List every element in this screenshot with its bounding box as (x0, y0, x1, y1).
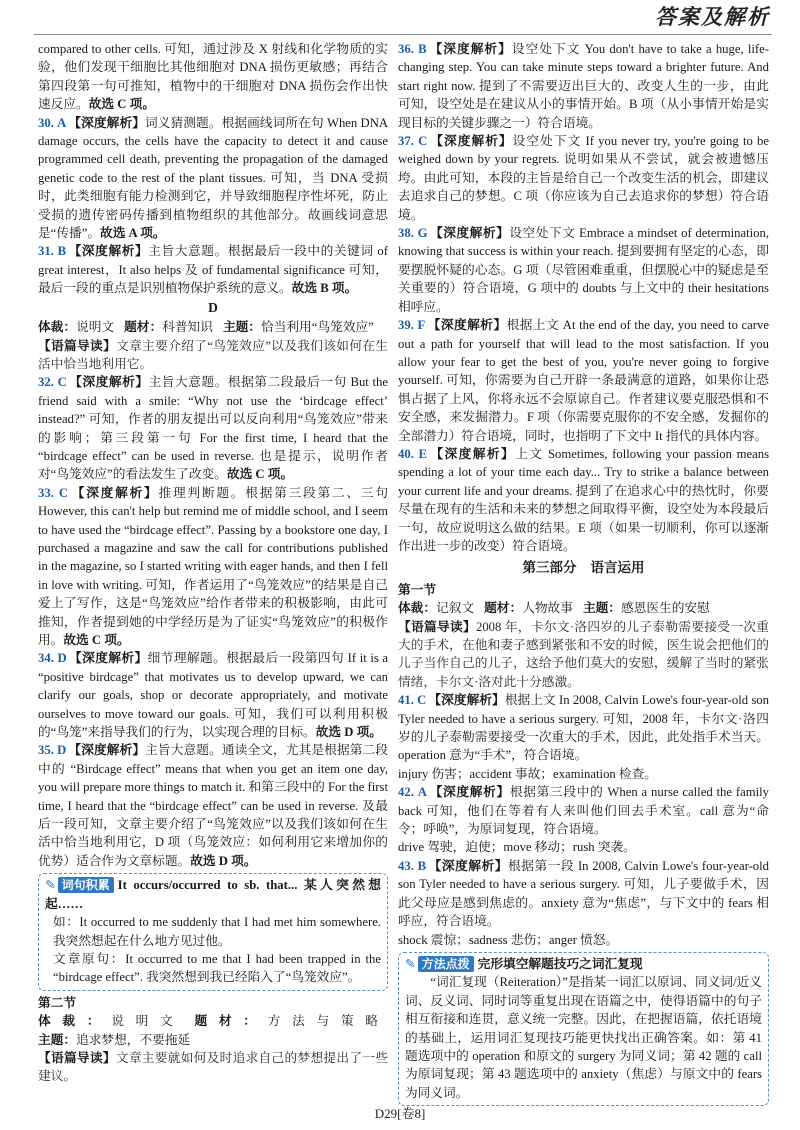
passage-meta (38, 1012, 388, 1049)
right-column (398, 40, 769, 1109)
passage-guide (38, 1049, 388, 1086)
analysis-tag: 【深度解析】 (68, 375, 149, 390)
continued-answer (38, 40, 388, 114)
note-example: 如：It occurred to me suddenly that I had met him somewhere. 我突然想起在什么地方见过他。 (53, 915, 381, 948)
answer-letter: C (57, 375, 67, 390)
theme-label: 主题： (38, 1032, 77, 1047)
method-tip-box (398, 952, 769, 1106)
analysis-text: 上文 Sometimes, following your passion means spending a lot of your time each day... Try to strike a balance between your current life and your dreams. 提到了在追求心中的热忱时，你要尽量在现有的生活和未来的梦想之间取得平衡，设空处为本段最后一句，故应说明这么做的结果。E 项（如果一切顺利，你可以逐渐作出进一步的改变）符合语境。 (398, 446, 770, 553)
genre-value: 说明文 (76, 320, 115, 335)
section-heading: 第二节 (38, 995, 77, 1010)
analysis-tag: 【深度解析】 (68, 244, 149, 259)
genre-label: 体裁： (38, 1014, 112, 1029)
answer-letter: B (57, 244, 67, 259)
answer-letter: C (418, 134, 428, 149)
part-number: 第三部分 (522, 560, 577, 576)
conclusion: 故选 C 项。 (226, 467, 294, 482)
header-divider (34, 34, 772, 35)
answer-letter: D (57, 743, 67, 758)
conclusion: 故选 D 项。 (190, 853, 257, 868)
answer-38 (398, 224, 769, 316)
answer-letter: F (417, 318, 426, 333)
pen-icon: ✎ (45, 877, 56, 893)
question-number: 38. (398, 226, 414, 241)
question-number: 33. (38, 485, 54, 500)
answer-letter: A (417, 785, 427, 800)
answer-37 (398, 132, 769, 224)
vocab-note-header (45, 876, 381, 913)
analysis-tag: 【深度解析】 (68, 115, 145, 130)
analysis-tag: 【深度解析】 (428, 858, 509, 873)
passage-guide (398, 618, 769, 692)
analysis-text: 推理判断题。根据第三段第二、三句 However, this can't help but remind me of middle school, and I seem to have used the “birdcage effect”. Passing by a bookstore one day, I purchased a magazine and saw the call for contributions published in the magazine, so I started writing with eager hands, and then I fell in love with writing. 可知，作者运用了“鸟笼效应”的结果是自己爱上了写作，这是“鸟笼效应”给作者带来的积极影响，由此可推知，作者提到她的中学经历是为了证实“鸟笼效应”的积极作用。 (38, 485, 389, 647)
answer-32 (38, 373, 388, 483)
analysis-text: 词义猜测题。根据画线词所在句 When DNA damage occurs, the cells have the capacity to detect it and cause programmed cell death, preventing the propagation of the damaged genetic code to the rest of the plant tissues. 可知，当 DNA 受损时，此类细胞有能力检测到它，并导致细胞程序性坏死，防止受损的遗传密码传播到植物组织的其他部分。故画线词意思是“传播”。 (38, 115, 389, 241)
page-footer (0, 1106, 800, 1122)
distractor-options: drive 驾驶，迫使；move 移动；rush 突袭。 (398, 840, 636, 855)
method-tip-header (405, 955, 762, 973)
answer-42 (398, 783, 769, 838)
page-header-title: 答案及解析 (655, 5, 770, 29)
topic-value: 人物故事 (522, 601, 573, 616)
topic-label: 题材： (124, 320, 163, 335)
guide-tag: 【语篇导读】 (398, 619, 476, 634)
conclusion: 故选 B 项。 (291, 281, 358, 296)
note-body: “词汇复现（Reiteration）”是指某一词汇以原词、同义词/近义词、反义词、同时词等重复出现在语篇之中，使得语篇中的句子相互衔接和连贯，意义统一完整。因此，在把握语篇，依托语境的基础上，运用词汇复现技巧能更快找出正确答案。如：第 41 题选项中的 operation 和原文的 surgery 为同义词；第 42 题的 call 为原词复现；第 43 题选项中的 anxiety（焦虑）与原文中的 fears 为同义词。 (405, 975, 762, 1100)
answer-31 (38, 242, 388, 297)
theme-value: 感恩医生的安慰 (621, 601, 710, 616)
question-number: 37. (398, 134, 414, 149)
theme-value: 恰当利用“鸟笼效应” (261, 320, 374, 335)
answer-39 (398, 316, 769, 445)
note-label: 方法点拨 (418, 956, 474, 972)
answer-letter: B (418, 42, 427, 56)
analysis-tag: 【深度解析】 (428, 446, 516, 461)
part-name: 语言运用 (590, 560, 645, 576)
analysis-tag: 【深度解析】 (69, 485, 159, 500)
answer-34 (38, 649, 388, 741)
analysis-text: 细节理解题。根据最后一段第四句 If it is a “positive birdcage” that motivates us to develop upward, we can clarify our goals, shop or decorate appropriately, and motivate ourselves to move toward our goals. 可知，我们可以利用积极的“鸟笼”来指导我们的行为，以实现合理的目标。 (38, 651, 389, 740)
analysis-text: 主旨大意题。通读全文，尤其是根据第二段中的 “Birdcage effect” means that when you get an item one day, you will prepare more things to match it. 和第三段中的 For the first time, I heard that the “birdcage effect” can be used in reverse. 及最后一段可知，文章主要介绍了“鸟笼效应”以及我们该如何在生活中恰当地利用它，D 项（鸟笼效应：如何利用它来增加你的优势）适合作为文章标题。 (38, 743, 389, 868)
part-title (398, 559, 769, 577)
passage-heading: D (208, 299, 218, 315)
answer-letter: D (57, 651, 67, 666)
volume-label: [卷8] (397, 1106, 426, 1121)
note-title: 完形填空解题技巧之词汇复现 (477, 956, 643, 971)
guide-text: 2008 年，卡尔文·洛四岁的儿子泰勒需要接受一次重大的手术，在他和妻子感到紧张和不安的时候，医生说会把他们的儿子当作自己的儿子，这给予他们莫大的安慰，缓解了当时的紧张情绪，卡尔文·洛对此十分感激。 (398, 619, 769, 689)
left-column (38, 40, 388, 1086)
passage-meta (398, 599, 769, 617)
analysis-text: 根据上文 At the end of the day, you need to carve out a path for yourself that will lead to the most satisfaction. If you allow your fear to get the best of you, you're never going to forgive yourself. 可知，你需要为自己开辟一条最满意的道路，如果你让恐惧占据了上风，你将永远不会原谅自己。作者建议要克服恐惧和不安全感，来发掘潜力。F 项（你需要克服你的不安全感，发掘你的全部潜力）符合语境，同时，也指明了下文中 It 指代的具体内容。 (398, 318, 770, 443)
distractor-options: shock 震惊；sadness 悲伤；anger 愤怒。 (398, 932, 619, 947)
passage-guide (38, 337, 388, 374)
distractor-options: injury 伤害；accident 事故；examination 检查。 (398, 766, 657, 781)
conclusion: 故选 A 项。 (100, 226, 166, 241)
note-label: 词句积累 (58, 877, 114, 893)
analysis-text: 设空处下文 Embrace a mindset of determination, knowing that success is within your reach. 提到要拥有坚定的心态，即要摆脱怀疑的心态。G 项（尽管困难重重，但摆脱心中的疑虑是至关重要的）符合语境，G 项中的 doubts 与上文中的 their hesitations 相呼应。 (398, 226, 770, 314)
question-number: 39. (398, 318, 414, 333)
answer-40 (398, 445, 769, 555)
conclusion: 故选 D 项。 (315, 725, 382, 740)
conclusion: 故选 C 项。 (63, 633, 130, 647)
analysis-text: 主旨大意题。根据第二段最后一句 But the friend said with a smile: “Why not use the ‘birdcage effect’ instead?” 可知，作者的朋友提出可以反向利用“鸟笼效应”带来的影响；第三段第一句 For the first time, I heard that the “birdcage effect” can be used in reverse. 也是提示，说明作者对“鸟笼效应”的看法发生了改变。 (38, 375, 389, 482)
answer-30 (38, 114, 388, 243)
question-number: 30. (38, 115, 54, 130)
topic-label: 题材： (484, 601, 523, 616)
question-number: 31. (38, 244, 54, 259)
analysis-tag: 【深度解析】 (428, 693, 505, 708)
answer-letter: E (418, 446, 427, 461)
theme-label: 主题： (222, 320, 261, 335)
analysis-tag: 【深度解析】 (68, 743, 146, 758)
genre-label: 体裁： (38, 320, 77, 335)
passage-meta (38, 318, 388, 336)
question-number: 34. (38, 651, 54, 666)
question-number: 35. (38, 743, 54, 758)
analysis-text: 根据第一段 In 2008, Calvin Lowe's four-year-old son Tyler needed to have a serious surgery. 可知，儿子要做手术，因此父母应是感到焦虑的。anxiety 意为“焦虑”，与下文中的 fears 相呼应，符合语境。 (398, 858, 770, 929)
analysis-tag: 【深度解析】 (429, 134, 513, 149)
analysis-text: compared to other cells. 可知，通过涉及 X 射线和化学物质的实验，他们发现干细胞比其他细胞对 DNA 损伤更敏感；再结合第四段第一句可推知，植物中的干细胞对 DNA 损伤会作出快速反应。 (38, 42, 388, 112)
analysis-tag: 【深度解析】 (428, 42, 512, 56)
page-number: D29 (374, 1106, 398, 1121)
topic-value: 科普知识 (162, 320, 213, 335)
theme-value: 追求梦想，不要拖延 (76, 1032, 191, 1047)
answer-43 (398, 857, 769, 931)
genre-value: 说明文 (111, 1014, 185, 1029)
guide-text: 文章主要就如何及时追求自己的梦想提出了一些建议。 (38, 1050, 389, 1084)
analysis-text: 主旨大意题。根据最后一段中的关键词 of great interest，It also helps 及 of fundamental significance 可知，最后一段的重点是识别植物保护系统的意义。 (38, 244, 389, 296)
pen-icon: ✎ (405, 955, 416, 971)
question-number: 43. (398, 858, 414, 873)
analysis-tag: 【深度解析】 (428, 785, 510, 800)
question-number: 32. (38, 375, 54, 390)
answer-letter: G (417, 226, 428, 241)
topic-value: 方法与策略 (267, 1014, 379, 1029)
question-number: 40. (398, 446, 414, 461)
answer-35 (38, 741, 388, 870)
guide-tag: 【语篇导读】 (38, 338, 117, 353)
answer-letter: C (58, 485, 68, 500)
theme-label: 主题： (582, 601, 621, 616)
answer-41 (398, 691, 769, 765)
guide-tag: 【语篇导读】 (38, 1050, 116, 1065)
analysis-text: 根据上文 In 2008, Calvin Lowe's four-year-old son Tyler needed to have a serious surgery. 可知，2008 年，卡尔文·洛四岁的儿子泰勒需要接受一次重大的手术，因此，此处指手术当天。operation 意为“手术”，符合语境。 (398, 693, 769, 763)
analysis-text: 设空处下文 You don't have to take a huge, life-changing step. You can take minute steps toward a brighter future. And start right now. 提到了不需要迈出巨大的、改变人生的一步，由此可知，设空处是在建议从小的事情开始。B 项（从小事情开始是实现目标的关键步骤之一）符合语境。 (398, 42, 770, 130)
conclusion: 故选 C 项。 (88, 97, 156, 112)
note-original-sentence: 文章原句：It occurred to me that I had been trapped in the “birdcage effect”. 我突然想到我已经陷入了“鸟笼效应”。 (53, 951, 381, 985)
analysis-tag: 【深度解析】 (429, 226, 510, 241)
answer-letter: C (417, 693, 427, 708)
section-heading: 第一节 (398, 582, 437, 597)
analysis-tag: 【深度解析】 (68, 651, 148, 666)
analysis-text: 根据第三段中的 When a nurse called the family back 可知，他们在等着有人来叫他们回去手术室。call 意为“命令；呼唤”，为原词复现，符合语境。 (398, 785, 770, 837)
answer-letter: B (417, 858, 427, 873)
genre-value: 记叙文 (436, 601, 475, 616)
answer-36 (398, 40, 769, 132)
answer-letter: A (57, 115, 67, 130)
analysis-tag: 【深度解析】 (427, 318, 507, 333)
question-number: 41. (398, 693, 414, 708)
question-number: 42. (398, 785, 414, 800)
answer-33 (38, 484, 388, 650)
vocab-note-box (38, 873, 388, 990)
note-title: It occurs/occurred to sb. that... 某人突然想起…… (45, 878, 381, 911)
question-number: 36. (398, 42, 414, 56)
analysis-text: 设空处下文 If you never try, you're going to be weighed down by your regrets. 说明如果从不尝试，就会被遗憾压垮。由此可知，本段的主旨是给自己一个改变生活的机会，即建议去追求自己的梦想。C 项（你应该为自己去追求你的梦想）符合语境。 (398, 134, 770, 222)
guide-text: 文章主要介绍了“鸟笼效应”以及我们该如何在生活中恰当地利用它。 (38, 338, 388, 371)
genre-label: 体裁： (398, 601, 437, 616)
topic-label: 题材： (194, 1014, 268, 1029)
